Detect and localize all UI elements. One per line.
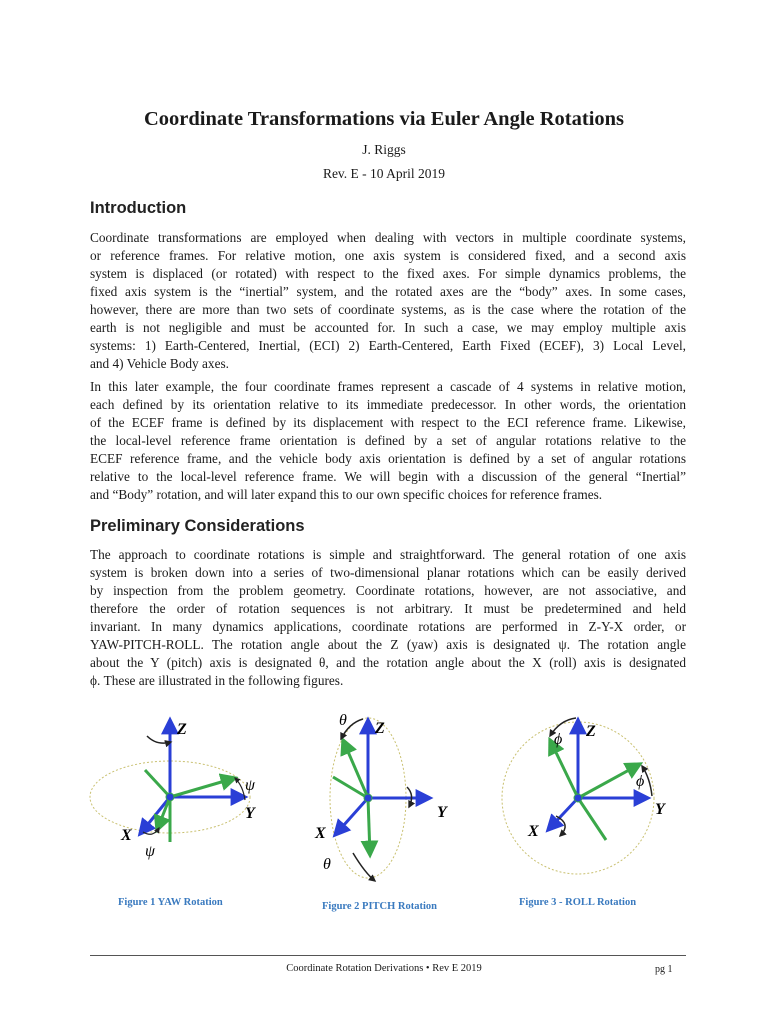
page-number: pg 1 [655, 964, 673, 975]
y-label: Y [437, 804, 447, 821]
heading-introduction: Introduction [90, 199, 187, 217]
line: the local-level reference frame orientation is defined by a set of angular rotations relative to the [90, 433, 686, 448]
line: Coordinate transformations are employed when dealing with vectors in multiple coordinate systems, [90, 230, 686, 245]
line: system is displaced (or rotated) with respect to the fixed axes. For simple dynamics problems, the [90, 266, 686, 281]
x-axis [140, 797, 170, 834]
line: or reference frames. For relative motion, one axis system is considered fixed, and a second axis [90, 248, 686, 263]
phi-label: ϕ [554, 731, 563, 748]
line: earth is not negligible and must be accounted for. In such a case, we may employ multiple axis [90, 320, 686, 335]
preliminary-paragraph [90, 546, 686, 690]
y-prime-axis [170, 778, 235, 797]
figure-pitch [305, 705, 475, 890]
z-prime-axis [550, 740, 578, 798]
psi-label: ψ [245, 777, 255, 794]
line: YAW-PITCH-ROLL. The rotation angle about the Z (yaw) axis is designated ψ. The rotation angle [90, 637, 686, 652]
x-prime-arrow [157, 797, 170, 830]
x-prime-axis [368, 798, 370, 855]
x-axis [548, 798, 578, 830]
y-prime-axis [578, 764, 640, 798]
x-label: X [528, 823, 539, 840]
author: J. Riggs [362, 142, 406, 157]
page-title: Coordinate Transformations via Euler Angle Rotations [143, 108, 625, 130]
line: ECEF reference frame, and the vehicle body axis orientation is defined by a set of angular rotations [90, 451, 686, 466]
footer-divider [90, 955, 686, 956]
theta-label: θ [339, 712, 347, 729]
line: each defined by its orientation relative to its immediate predecessor. In other words, the orientation [90, 397, 686, 412]
revision: Rev. E - 10 April 2019 [322, 166, 446, 181]
origin [166, 793, 174, 801]
line: and “Body” rotation, and will later expand this to our own specific choices for reference frames. [90, 487, 603, 502]
theta-label-lower: θ [323, 856, 331, 873]
line: system is broken down into a series of two-dimensional planar rotations which can be easily derived [90, 565, 686, 580]
x-label: X [121, 827, 132, 844]
intro-paragraph-1 [90, 229, 686, 373]
figure-2-caption: Figure 2 PITCH Rotation [322, 901, 438, 912]
yaw-rotation-arrow [147, 736, 171, 743]
z-prime-extension [578, 798, 606, 840]
line: about the Y (pitch) axis is designated θ, and the rotation angle about the X (roll) axis is designated [90, 655, 686, 670]
theta-arc-lower [353, 853, 375, 881]
y-label: Y [655, 801, 665, 818]
line: by inspection from the problem geometry. Coordinate rotations, however, are not associative, and [90, 583, 686, 598]
psi-label-lower: ψ [145, 843, 155, 860]
x-label: X [315, 825, 326, 842]
z-label: Z [375, 720, 385, 737]
footer-text: Coordinate Rotation Derivations • Rev E 2019 [286, 963, 482, 974]
heading-preliminary: Preliminary Considerations [90, 517, 305, 535]
figure-1-caption: Figure 1 YAW Rotation [118, 897, 223, 908]
origin [574, 794, 582, 802]
intro-paragraph-2 [90, 378, 686, 504]
line: In this later example, the four coordinate frames represent a cascade of 4 systems in relative motion, [90, 379, 686, 394]
line: The approach to coordinate rotations is simple and straightforward. The general rotation of one axis [90, 547, 686, 562]
z-label: Z [586, 723, 596, 740]
x-prime-axis [145, 770, 170, 797]
line: and 4) Vehicle Body axes. [90, 356, 229, 371]
line: invariant. In many dynamics applications, coordinate rotations are performed in Z-Y-X order, or [90, 619, 686, 634]
line: however, there are more than two sets of coordinate systems, as is the case where the rotation of the [90, 302, 686, 317]
figure-3-caption: Figure 3 - ROLL Rotation [519, 897, 637, 908]
z-label: Z [177, 721, 187, 738]
line: of the ECEF frame is defined by its displacement with respect to the ECI reference frame. Likewise, [90, 415, 686, 430]
line: systems: 1) Earth-Centered, Inertial, (ECI) 2) Earth-Centered, Earth Fixed (ECEF), 3) Local Level, [90, 338, 686, 353]
origin [364, 794, 372, 802]
line: ϕ. These are illustrated in the following figures. [90, 673, 344, 688]
x-axis [335, 798, 368, 835]
line: therefore the order of rotation sequences is not arbitrary. It must be predetermined and held [90, 601, 686, 616]
line: fixed axis system is the “inertial” system, and the rotated axes are the “body” axes. In some cases, [90, 284, 686, 299]
y-label: Y [245, 805, 255, 822]
figure-yaw [85, 710, 265, 870]
line: relative to the local-level reference frame. We will begin with a discussion of the general “Inertial” [90, 469, 686, 484]
phi-label-right: ϕ [636, 773, 645, 790]
figure-roll [500, 712, 675, 887]
